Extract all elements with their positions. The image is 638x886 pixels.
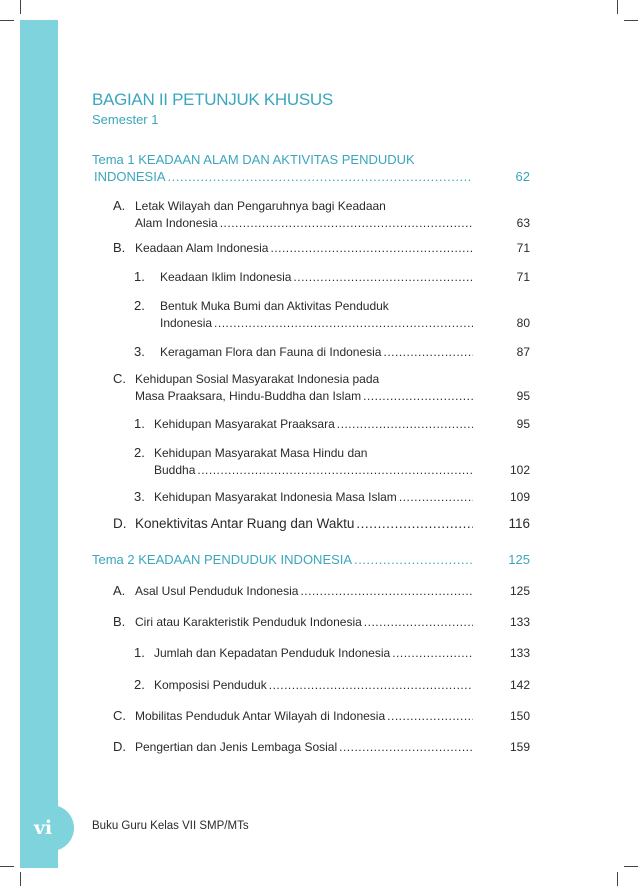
entry-a1-line1: Letak Wilayah dan Pengaruhnya bagi Keadaan <box>135 199 386 213</box>
entry-label: Indonesia <box>160 316 213 330</box>
leader-dots <box>197 462 473 478</box>
entry-b1-2-line2 <box>160 315 475 331</box>
leader-dots <box>364 614 473 630</box>
entry-label: Mobilitas Penduduk Antar Wilayah di Indonesia <box>135 709 386 723</box>
crop-mark <box>617 0 618 14</box>
entry-b1-page: 71 <box>516 241 530 255</box>
entry-a2 <box>135 583 475 599</box>
entry-b2-2-page: 142 <box>509 678 530 692</box>
entry-b2-1-page: 133 <box>509 646 530 660</box>
entry-label: Pengertian dan Jenis Lembaga Sosial <box>135 740 338 754</box>
entry-b1-1 <box>160 269 475 285</box>
entry-c2-page: 150 <box>509 709 530 723</box>
entry-b2-2 <box>154 677 475 693</box>
entry-marker: D. <box>113 739 126 754</box>
entry-label: Keadaan Iklim Indonesia <box>160 270 292 284</box>
tema2-page: 125 <box>508 552 530 567</box>
entry-label: Alam Indonesia <box>135 216 218 230</box>
crop-mark <box>0 866 14 867</box>
entry-d1-page: 116 <box>508 516 530 531</box>
leader-dots <box>269 677 473 693</box>
tema1-heading: Tema 1 KEADAAN ALAM DAN AKTIVITAS PENDUDUK <box>92 152 415 167</box>
crop-mark <box>20 872 21 886</box>
crop-mark <box>0 20 14 21</box>
tema2-label: Tema 2 KEADAAN PENDUDUK INDONESIA <box>92 552 353 567</box>
leader-dots <box>392 645 473 661</box>
entry-label: Asal Usul Penduduk Indonesia <box>135 584 299 598</box>
entry-b1-1-page: 71 <box>516 270 530 284</box>
entry-marker: 1. <box>134 416 145 431</box>
entry-marker: 3. <box>134 344 145 359</box>
entry-b2-1 <box>154 645 475 661</box>
tema1-label: INDONESIA <box>94 169 166 184</box>
entry-c1-3-page: 109 <box>509 490 530 504</box>
leader-dots <box>300 583 473 599</box>
leader-dots <box>220 215 473 231</box>
entry-b2-page: 133 <box>509 615 530 629</box>
leader-dots <box>214 315 473 331</box>
entry-label: Keadaan Alam Indonesia <box>135 241 269 255</box>
leader-dots <box>387 708 473 724</box>
leader-dots <box>293 269 473 285</box>
entry-c1-line1: Kehidupan Sosial Masyarakat Indonesia pada <box>135 372 380 386</box>
leader-dots <box>354 552 473 568</box>
entry-a1-page: 63 <box>516 216 530 230</box>
entry-c2 <box>135 708 475 724</box>
tema1-page: 62 <box>515 169 530 184</box>
entry-marker: C. <box>113 371 126 386</box>
entry-c1-1-page: 95 <box>516 417 530 431</box>
tema1-heading-line2 <box>94 169 474 185</box>
entry-c1-1 <box>154 416 475 432</box>
page-number: vi <box>33 817 53 839</box>
entry-c1-2-line2 <box>154 462 475 478</box>
crop-mark <box>624 866 638 867</box>
entry-d1 <box>135 516 475 532</box>
entry-label: Ciri atau Karakteristik Penduduk Indonesia <box>135 615 362 629</box>
entry-d2-page: 159 <box>509 740 530 754</box>
entry-marker: A. <box>113 198 126 213</box>
entry-a2-page: 125 <box>509 584 530 598</box>
entry-c1-2-page: 102 <box>509 463 530 477</box>
entry-c1-2-line1: Kehidupan Masyarakat Masa Hindu dan <box>154 446 368 460</box>
entry-label: Masa Praaksara, Hindu-Buddha dan Islam <box>135 389 362 403</box>
entry-marker: 1. <box>134 645 145 660</box>
page-number-badge <box>20 805 74 851</box>
footer-book-title: Buku Guru Kelas VII SMP/MTs <box>92 820 249 832</box>
entry-label: Keragaman Flora dan Fauna di Indonesia <box>160 345 382 359</box>
leader-dots <box>363 388 473 404</box>
entry-label: Kehidupan Masyarakat Indonesia Masa Islam <box>154 490 397 504</box>
crop-mark <box>624 20 638 21</box>
leader-dots <box>270 240 473 256</box>
leader-dots <box>399 489 473 505</box>
entry-b1 <box>135 240 475 256</box>
entry-label: Komposisi Penduduk <box>154 678 267 692</box>
entry-marker: 1. <box>134 269 145 284</box>
entry-marker: A. <box>113 583 126 598</box>
entry-c1-3 <box>154 489 475 505</box>
entry-marker: 2. <box>134 677 145 692</box>
crop-mark <box>617 872 618 886</box>
entry-b1-2-line1: Bentuk Muka Bumi dan Aktivitas Penduduk <box>160 299 389 313</box>
leader-dots <box>168 169 472 185</box>
entry-marker: 3. <box>134 489 145 504</box>
entry-marker: 2. <box>134 445 145 460</box>
entry-label: Konektivitas Antar Ruang dan Waktu <box>135 516 355 531</box>
entry-b1-3 <box>160 344 475 360</box>
leader-dots <box>356 516 473 532</box>
entry-marker: B. <box>113 614 126 629</box>
entry-marker: C. <box>113 708 126 723</box>
leader-dots <box>383 344 473 360</box>
entry-b1-2-page: 80 <box>516 316 530 330</box>
leader-dots <box>337 416 473 432</box>
entry-a1-line2 <box>135 215 475 231</box>
leader-dots <box>339 739 473 755</box>
crop-mark <box>20 0 21 14</box>
entry-marker: D. <box>113 516 127 531</box>
entry-b1-3-page: 87 <box>516 345 530 359</box>
entry-marker: B. <box>113 240 126 255</box>
entry-c1-page: 95 <box>516 389 530 403</box>
semester-label: Semester 1 <box>92 112 159 127</box>
section-title: BAGIAN II PETUNJUK KHUSUS <box>92 90 333 109</box>
sidebar-accent-bar <box>20 20 58 868</box>
entry-label: Jumlah dan Kepadatan Penduduk Indonesia <box>154 646 391 660</box>
tema2-heading <box>92 552 475 568</box>
entry-c1-line2 <box>135 388 475 404</box>
entry-b2 <box>135 614 475 630</box>
entry-label: Kehidupan Masyarakat Praaksara <box>154 417 335 431</box>
entry-marker: 2. <box>134 298 145 313</box>
entry-label: Buddha <box>154 463 196 477</box>
entry-d2 <box>135 739 475 755</box>
